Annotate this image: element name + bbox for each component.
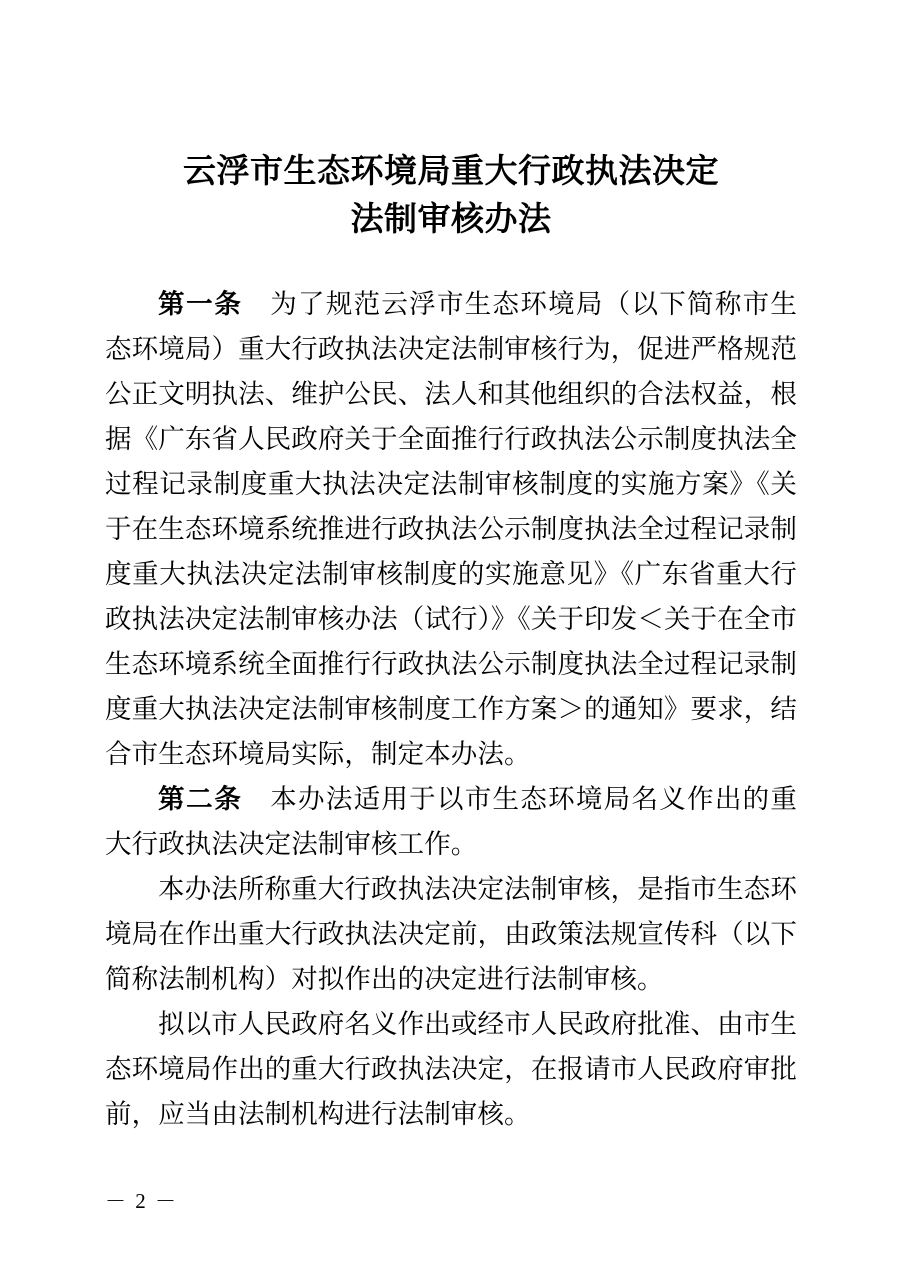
article-paragraph [105, 1002, 797, 1137]
article-paragraph [105, 282, 797, 777]
page-footer [105, 1188, 797, 1214]
page-title [105, 148, 797, 244]
article-text: 为了规范云浮市生态环境局（以下简称市生态环境局）重大行政执法决定法制审核行为，促进严格规范公正文明执法、维护公民、法人和其他组织的合法权益，根据《广东省人民政府关于全面推行行政执法公示制度执法全过程记录制度重大执法决定法制审核制度的实施方案》《关于在生态环境系统推进行政执法公示制度执法全过程记录制度重大执法决定法制审核制度的实施意见》《广东省重大行政执法决定法制审核办法（试行）》《关于印发＜关于在全市生态环境系统全面推行行政执法公示制度执法全过程记录制度重大执法决定法制审核制度工作方案＞的通知》要求，结合市生态环境局实际，制定本办法。 [105, 289, 797, 769]
article-paragraph [105, 777, 797, 867]
article-text: 本办法适用于以市生态环境局名义作出的重大行政执法决定法制审核工作。 [105, 784, 797, 859]
title-line-2: 法制审核办法 [350, 202, 552, 238]
article-paragraph [105, 867, 797, 1002]
document-body [105, 0, 797, 1137]
article-text: 拟以市人民政府名义作出或经市人民政府批准、由市生态环境局作出的重大行政执法决定，在报请市人民政府审批前，应当由法制机构进行法制审核。 [105, 1009, 797, 1129]
article-label: 第二条 [158, 784, 243, 814]
article-text: 本办法所称重大行政执法决定法制审核，是指市生态环境局在作出重大行政执法决定前，由政策法规宣传科（以下简称法制机构）对拟作出的决定进行法制审核。 [105, 874, 797, 994]
article-list [105, 282, 797, 1137]
title-line-1: 云浮市生态环境局重大行政执法决定 [183, 154, 719, 190]
page-number: － 2 － [105, 1189, 178, 1213]
article-label: 第一条 [158, 289, 243, 319]
